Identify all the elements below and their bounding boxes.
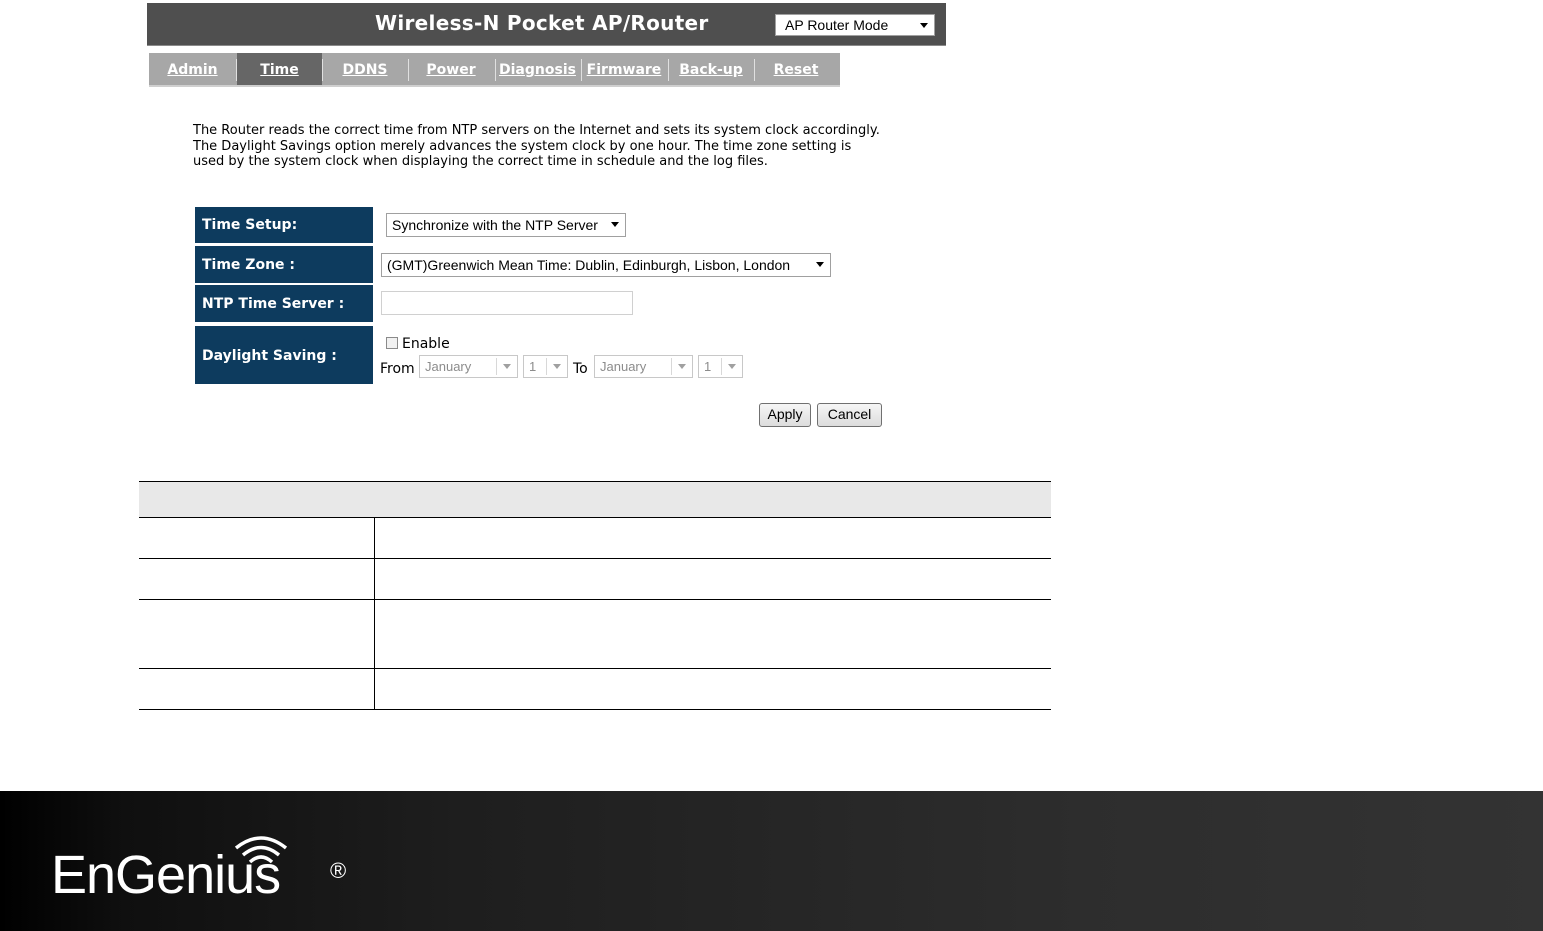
page-description: The Router reads the correct time from NTP servers on the Internet and sets its system clock accordingly. The Daylight Savings option merely advances the system clock by one hour. The time zone setting is used by the system clock when displaying the correct time in schedule and the log files. (193, 123, 880, 169)
table-row-divider (139, 668, 1051, 669)
select-divider (721, 358, 722, 375)
to-month-value: January (600, 359, 647, 374)
mode-select[interactable] (775, 14, 935, 36)
time-zone-value: (GMT)Greenwich Mean Time: Dublin, Edinburgh, Lisbon, London (387, 257, 791, 273)
chevron-down-icon (678, 364, 686, 369)
ntp-server-input[interactable] (381, 291, 633, 315)
select-divider (671, 358, 672, 375)
table-bottom-border (139, 709, 1051, 710)
tab-ddns[interactable]: DDNS (342, 62, 388, 78)
from-day-select[interactable] (523, 355, 568, 378)
daylight-enable-checkbox[interactable] (386, 337, 398, 349)
time-zone-select[interactable] (381, 253, 831, 277)
from-label: From (380, 361, 415, 377)
time-setup-label: Time Setup: (195, 207, 373, 243)
to-day-select[interactable] (698, 355, 743, 378)
table-row-divider (139, 599, 1051, 600)
time-setup-value: Synchronize with the NTP Server (392, 217, 598, 233)
nav-tabs (149, 53, 840, 87)
select-divider (546, 358, 547, 375)
to-day-value: 1 (704, 359, 712, 374)
select-divider (496, 358, 497, 375)
page-title: Wireless-N Pocket AP/Router (375, 11, 709, 35)
table-column-divider (374, 518, 375, 710)
chevron-down-icon (611, 222, 619, 227)
chevron-down-icon (920, 23, 928, 28)
chevron-down-icon (503, 364, 511, 369)
from-day-value: 1 (529, 359, 537, 374)
chevron-down-icon (553, 364, 561, 369)
tab-time[interactable]: Time (237, 53, 322, 85)
apply-button[interactable]: Apply (759, 403, 811, 427)
chevron-down-icon (728, 364, 736, 369)
ntp-server-label: NTP Time Server : (195, 285, 373, 322)
tab-diagnosis[interactable]: Diagnosis (499, 62, 576, 78)
from-month-select[interactable] (419, 355, 518, 378)
to-label: To (573, 361, 588, 377)
brand-logo: EnGenius (51, 845, 281, 905)
mode-select-value: AP Router Mode (785, 17, 889, 33)
daylight-saving-label: Daylight Saving : (195, 326, 373, 384)
from-month-value: January (425, 359, 472, 374)
registered-mark: ® (330, 858, 347, 883)
daylight-enable-label: Enable (402, 336, 450, 352)
tab-admin[interactable]: Admin (167, 62, 218, 78)
tab-reset[interactable]: Reset (773, 62, 819, 78)
time-setup-select[interactable] (386, 213, 626, 237)
tab-firmware[interactable]: Firmware (586, 62, 662, 78)
tab-power[interactable]: Power (426, 62, 476, 78)
table-header (139, 481, 1051, 518)
table-row-divider (139, 558, 1051, 559)
to-month-select[interactable] (594, 355, 693, 378)
cancel-button[interactable]: Cancel (817, 403, 882, 427)
tab-backup[interactable]: Back-up (679, 62, 743, 78)
time-zone-label: Time Zone : (195, 246, 373, 283)
header-bar (147, 3, 946, 46)
chevron-down-icon (816, 262, 824, 267)
